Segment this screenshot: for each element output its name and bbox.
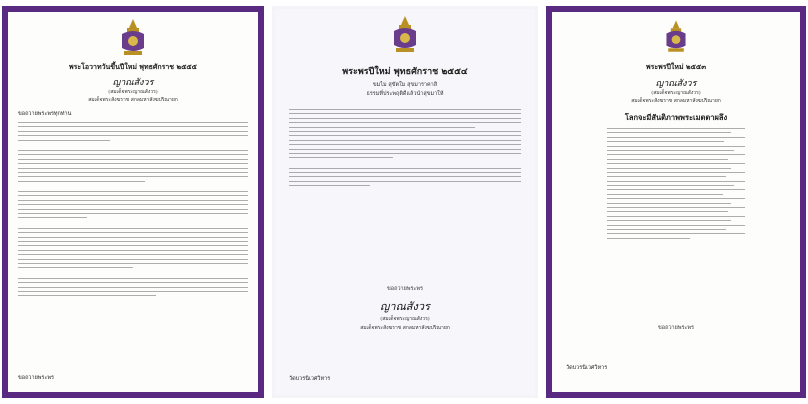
closing-text: ขอถวายพระพร [18,375,54,381]
place-name: วัดบวรนิเวศวิหาร [289,376,331,382]
poem-title: โลกจะมีสันติภาพพระเมตตาผลึง [624,113,728,122]
body-text-block [18,122,248,300]
signer-name: (สมเด็จพระญาณสังวร) [651,90,701,96]
document-paper [8,12,258,392]
document-title: พระพรปีใหม่ พุทธศักราช ๒๕๕๔ [342,67,468,77]
body-text-block [289,109,521,190]
signature: ญาณสังวร [112,78,154,88]
signer-title: สมเด็จพระสังฆราช สกลมหาสังฆปริณายก [88,97,178,103]
document-panel-2555 [2,6,264,398]
place-name: วัดบวรนิเวศวิหาร [566,365,608,371]
document-paper [275,9,535,395]
greeting: ขอถวายพระพรทุกท่าน [18,111,72,117]
royal-seal-emblem [663,18,689,56]
address-line-2: ธรรมที่ประพฤติดีแล้วนำสุขมาให้ [366,91,444,97]
closing-text: ขอถวายพระพร [387,286,423,292]
signer-title: สมเด็จพระสังฆราช สกลมหาสังฆปริณายก [360,325,450,331]
signer-name: (สมเด็จพระญาณสังวร) [380,316,430,322]
signer-name: (สมเด็จพระญาณสังวร) [108,89,158,95]
document-title: พระพรปีใหม่ ๒๕๕๓ [645,62,707,71]
document-paper [552,12,800,392]
document-title: พระโอวาทวันขึ้นปีใหม่ พุทธศักราช ๒๕๕๕ [69,62,197,71]
closing-text: ขอถวายพระพร [658,325,694,331]
signer-title: สมเด็จพระสังฆราช สกลมหาสังฆปริณายก [631,98,721,104]
address-line-1: ขมไม สุขัตใม สุขมาราคาสิ [372,82,438,88]
document-panel-2554 [272,6,538,398]
signature: ญาณสังวร [655,79,697,89]
document-panel-2553 [546,6,806,398]
royal-seal-emblem [118,18,148,58]
royal-seal-emblem [390,15,420,55]
poem-text-block [607,128,745,242]
signature: ญาณสังวร [380,300,430,313]
